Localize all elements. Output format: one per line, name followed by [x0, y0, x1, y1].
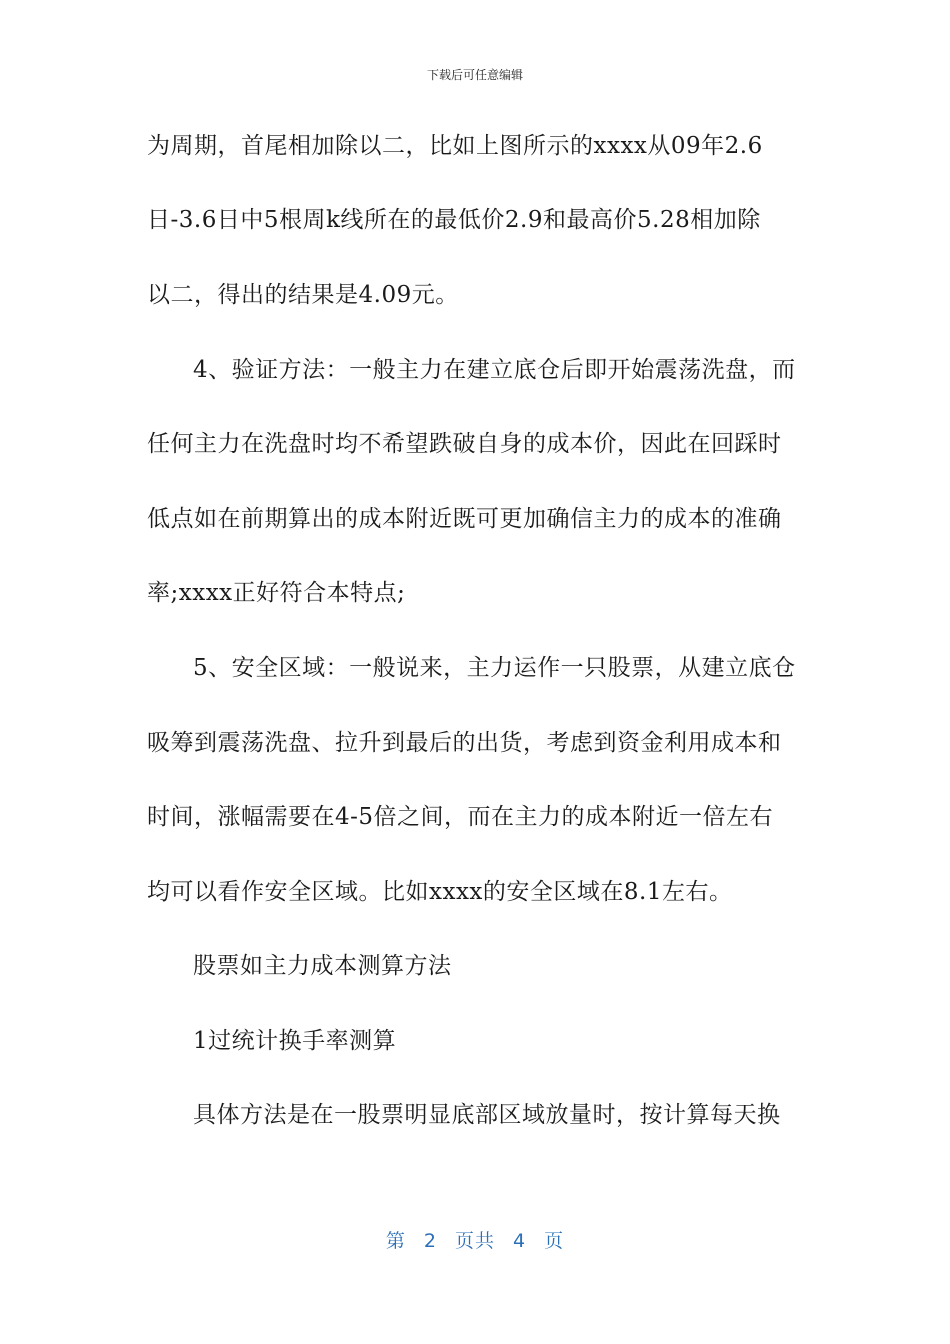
footer-prefix: 第 [385, 1230, 406, 1252]
text-line-1: 为周期，首尾相加除以二，比如上图所示的xxxx从09年2.6 [147, 133, 763, 159]
text-line-13: 1过统计换手率测算 [193, 1028, 397, 1054]
text-line-11: 均可以看作安全区域。比如xxxx的安全区域在8.1左右。 [147, 879, 733, 905]
text-line-3: 以二，得出的结果是4.09元。 [147, 282, 459, 308]
text-line-10: 时间，涨幅需要在4-5倍之间，而在主力的成本附近一倍左右 [147, 804, 774, 830]
page-footer [0, 1226, 950, 1253]
text-line-5: 任何主力在洗盘时均不希望跌破自身的成本价，因此在回踩时 [147, 431, 782, 457]
footer-page-number: 2 [423, 1230, 437, 1252]
text-line-8: 5、安全区域：一般说来，主力运作一只股票，从建立底仓 [193, 655, 796, 681]
footer-middle: 页共 [454, 1230, 495, 1252]
text-line-12: 股票如主力成本测算方法 [193, 953, 452, 979]
text-line-7: 率;xxxx正好符合本特点; [147, 580, 406, 606]
footer-suffix: 页 [544, 1230, 565, 1252]
text-line-4: 4、验证方法：一般主力在建立底仓后即开始震荡洗盘，而 [193, 357, 796, 383]
footer-total-pages: 4 [513, 1230, 527, 1252]
text-line-6: 低点如在前期算出的成本附近既可更加确信主力的成本的准确 [147, 506, 782, 532]
text-line-2: 日-3.6日中5根周k线所在的最低价2.9和最高价5.28相加除 [147, 207, 761, 233]
text-line-14: 具体方法是在一股票明显底部区域放量时，按计算每天换 [193, 1102, 781, 1128]
page-header: 下载后可任意编辑 [426, 68, 523, 82]
text-line-9: 吸筹到震荡洗盘、拉升到最后的出货，考虑到资金利用成本和 [147, 730, 782, 756]
